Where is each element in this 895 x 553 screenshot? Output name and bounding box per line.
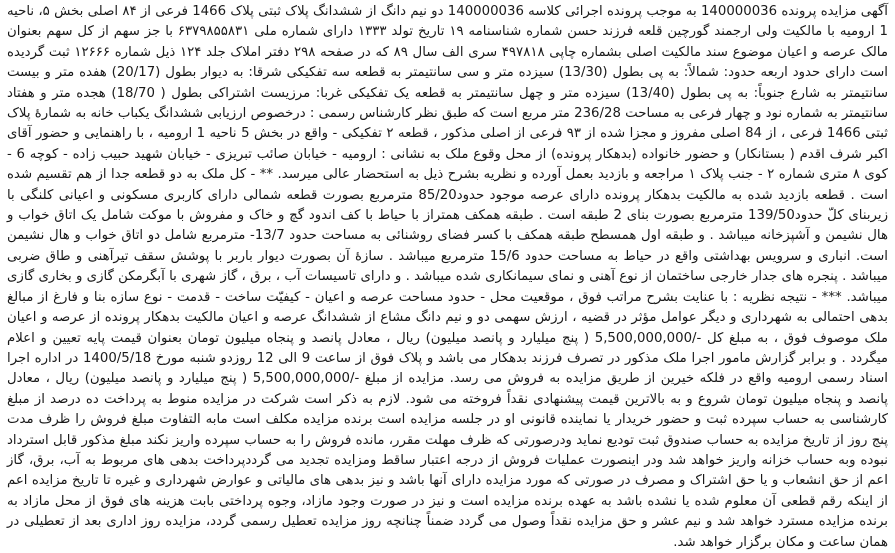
- auction-notice-text: آگهی مزایده پرونده 140000036 به موجب پرونده اجرائی کلاسه 140000036 دو نیم دانگ از ششدانگ پلاک ثبتی پلاک 1466 فرعی از ۸۴ اصلی بخش ۵، ناحیه 1 ارومیه با مالکیت ولی ارجمند گورچین قلعه فرزند حسن شماره شناسنامه ۱۹ تاریخ تولد ۱۳۳۳ دارای شماره ملی ۶۳۷۹۸۵۵۸۳۱ با جز سهم از کل سهم بعنوان مالک عرصه و اعیان موضوع سند مالکیت اصلی بشماره چاپی ۴۹۷۸۱۸ سری الف سال ۸۹ که در صفحه ۲۹۸ دفتر املاک جلد ۱۲۴ ذیل شماره ۱۲۶۶۶ ثبت گردیده است دارای حدود اربعه حدود: شمالاً: به پی بطول (13/30) سیزده متر و سی سانتیمتر به قطعه سه تفکیکی شرقا: به دیوار بطول (20/17) هفده متر و بیست سانتیمتر به شارع جنوباً: به پی بطول (13/40) سیزده متر و چهل سانتیمتر به قطعه یک تفکیکی غربا: مرزیست اشتراکی بطول ( 18/70) هجده متر و هفتاد سانتیمتر به شماره نود و چهار فرعی به مساحت 236/28 متر مربع است که طبق نظر کارشناس رسمی : درخصوص ارزیابی ششدانگ یکباب خانه به شمارۀ پلاک ثبتی 1466 فرعی ، از 84 اصلی مفروز و مجزا شده از ۹۳ فرعی از اصلی مذکور ، قطعه ۲ تفکیکی - واقع در بخش 5 ناحیه 1 ارومیه ، با راهنمایی و حضور آقای اکبر شرف اقدم ( بستانکار) و حضور خانواده (بدهکار پرونده) از محل وقوع ملک به نشانی : ارومیه - خیابان صائب تبریزی - خیابان شهید حبیب زاده - کوچه 6 - کوی ۸ متری شماره ۲ - جنب پلاک ۱ مراجعه و بازدید بعمل آورده و نظریه بشرح ذیل به استحضار عالی میرسد. ** - کل ملک به دو قطعه جدا از هم تقسیم شده است . قطعه بازدید شده به مالکیت بدهکار پرونده دارای عرصه موجود حدود85/20 مترمربع بصورت قطعه شمالی دارای کاربری مسکونی و اعیانی کلنگی با زیربنای کلّ حدود139/50 مترمربع بصورت بنای 2 طبقه است . طبقه همکف همتراز با حیاط با کف اندود گچ و خاک و مفروش با موکت شامل یک اتاق خواب و هال نشیمن و آشپزخانه میباشد . و طبقه اول همسطح طبقه همکف با کسر فضای روشنائی به مساحت حدود 13/7- مترمربع شامل دو اتاق خواب و هال نشیمن است. انباری و سرویس بهداشتی واقع در حیاط به مساحت حدود 15/6 مترمربع میباشد . سازۀ آن بصورت دیوار باربر با پوشش سقف تیرآهنی و طاق ضربی میباشد . پنجره های جدار خارجی ساختمان از نوع آهنی و نمای سیمانکاری شده میباشد . و دارای تاسیسات آب ، برق ، گاز شهری با آبگرمکن گازی و بخاری گازی میباشد. *** - نتیجه نظریه : با عنایت بشرح مراتب فوق ، موقعیت محل - حدود مساحت عرصه و اعیان - کیفیّت ساخت - قدمت - نوع سازه بنا و فارغ از مبالغ بدهی احتمالی به شهرداری و دیگر عوامل مؤثر در قضیه ، ارزش سهمی دو و نیم دانگ مشاع از ششدانگ عرصه و اعیان مالکیت بدهکار پرونده از عرصه و اعیان ملک موصوف فوق ، به مبلغ کل -/5,500,000,000 ( پنج میلیارد و پانصد میلیون) ریال ، معادل پانصد و پنجاه میلیون تومان بعنوان قیمت پایه تعیین و اعلام میگردد . و برابر گزارش مامور اجرا ملک مذکور در تصرف فرزند بدهکار می باشد و پلاک فوق از ساعت 9 الی 12 روزدو شنبه مورخ 1400/5/18 در اداره اجرا اسناد رسمی ارومیه واقع در فلکه خیرین از طریق مزایده به فروش می رسد. مزایده از مبلغ -/5,500,000,000 ( پنج میلیارد و پانصد میلیون) ریال ، معادل پانصد و پنجاه میلیون تومان شروع و به بالاترین قیمت پیشنهادی نقداً فروخته می شود. لازم به ذکر است شرکت در مزایده منوط به پرداخت ده درصد از مبلغ کارشناسی به حساب سپرده ثبت و حضور خریدار یا نماینده قانونی او در جلسه مزایده است برنده مزایده مکلف است مابه التفاوت مبلغ فروش را ظرف مدت پنج روز از تاریخ مزایده به حساب صندوق ثبت تودیع نماید ودرصورتی که ظرف مهلت مقرر، مانده فروش را به حساب سپرده واریز نکند مبلغ مذکور قابل استرداد نبوده وبه حساب خزانه واریز خواهد شد ودر اینصورت عملیات فروش از درجه اعتبار ساقط ومزایده تجدید می گرددپرداخت بدهی های مربوط به آب، برق، گاز اعم از حق انشعاب و یا حق اشتراک و مصرف در صورتی که مورد مزایده دارای آنها باشد و نیز بدهی های مالیاتی و عوارض شهرداری و غیره تا تاریخ مزایده اعم از اینکه رقم قطعی آن معلوم شده یا نشده باشد به عهده برنده مزایده است و نیز در صورت وجود مازاد، وجوه پرداختی بابت هزینه های فوق از محل مازاد به برنده مزایده مسترد خواهد شد و نیم عشر و حق مزایده نقداً وصول می گردد ضمناً چنانچه روز مزایده تعطیل رسمی گردد، مزایده روز اداری بعد از تعطیلی در همان ساعت و مکان برگزار خواهد شد.: [7, 4, 889, 550]
